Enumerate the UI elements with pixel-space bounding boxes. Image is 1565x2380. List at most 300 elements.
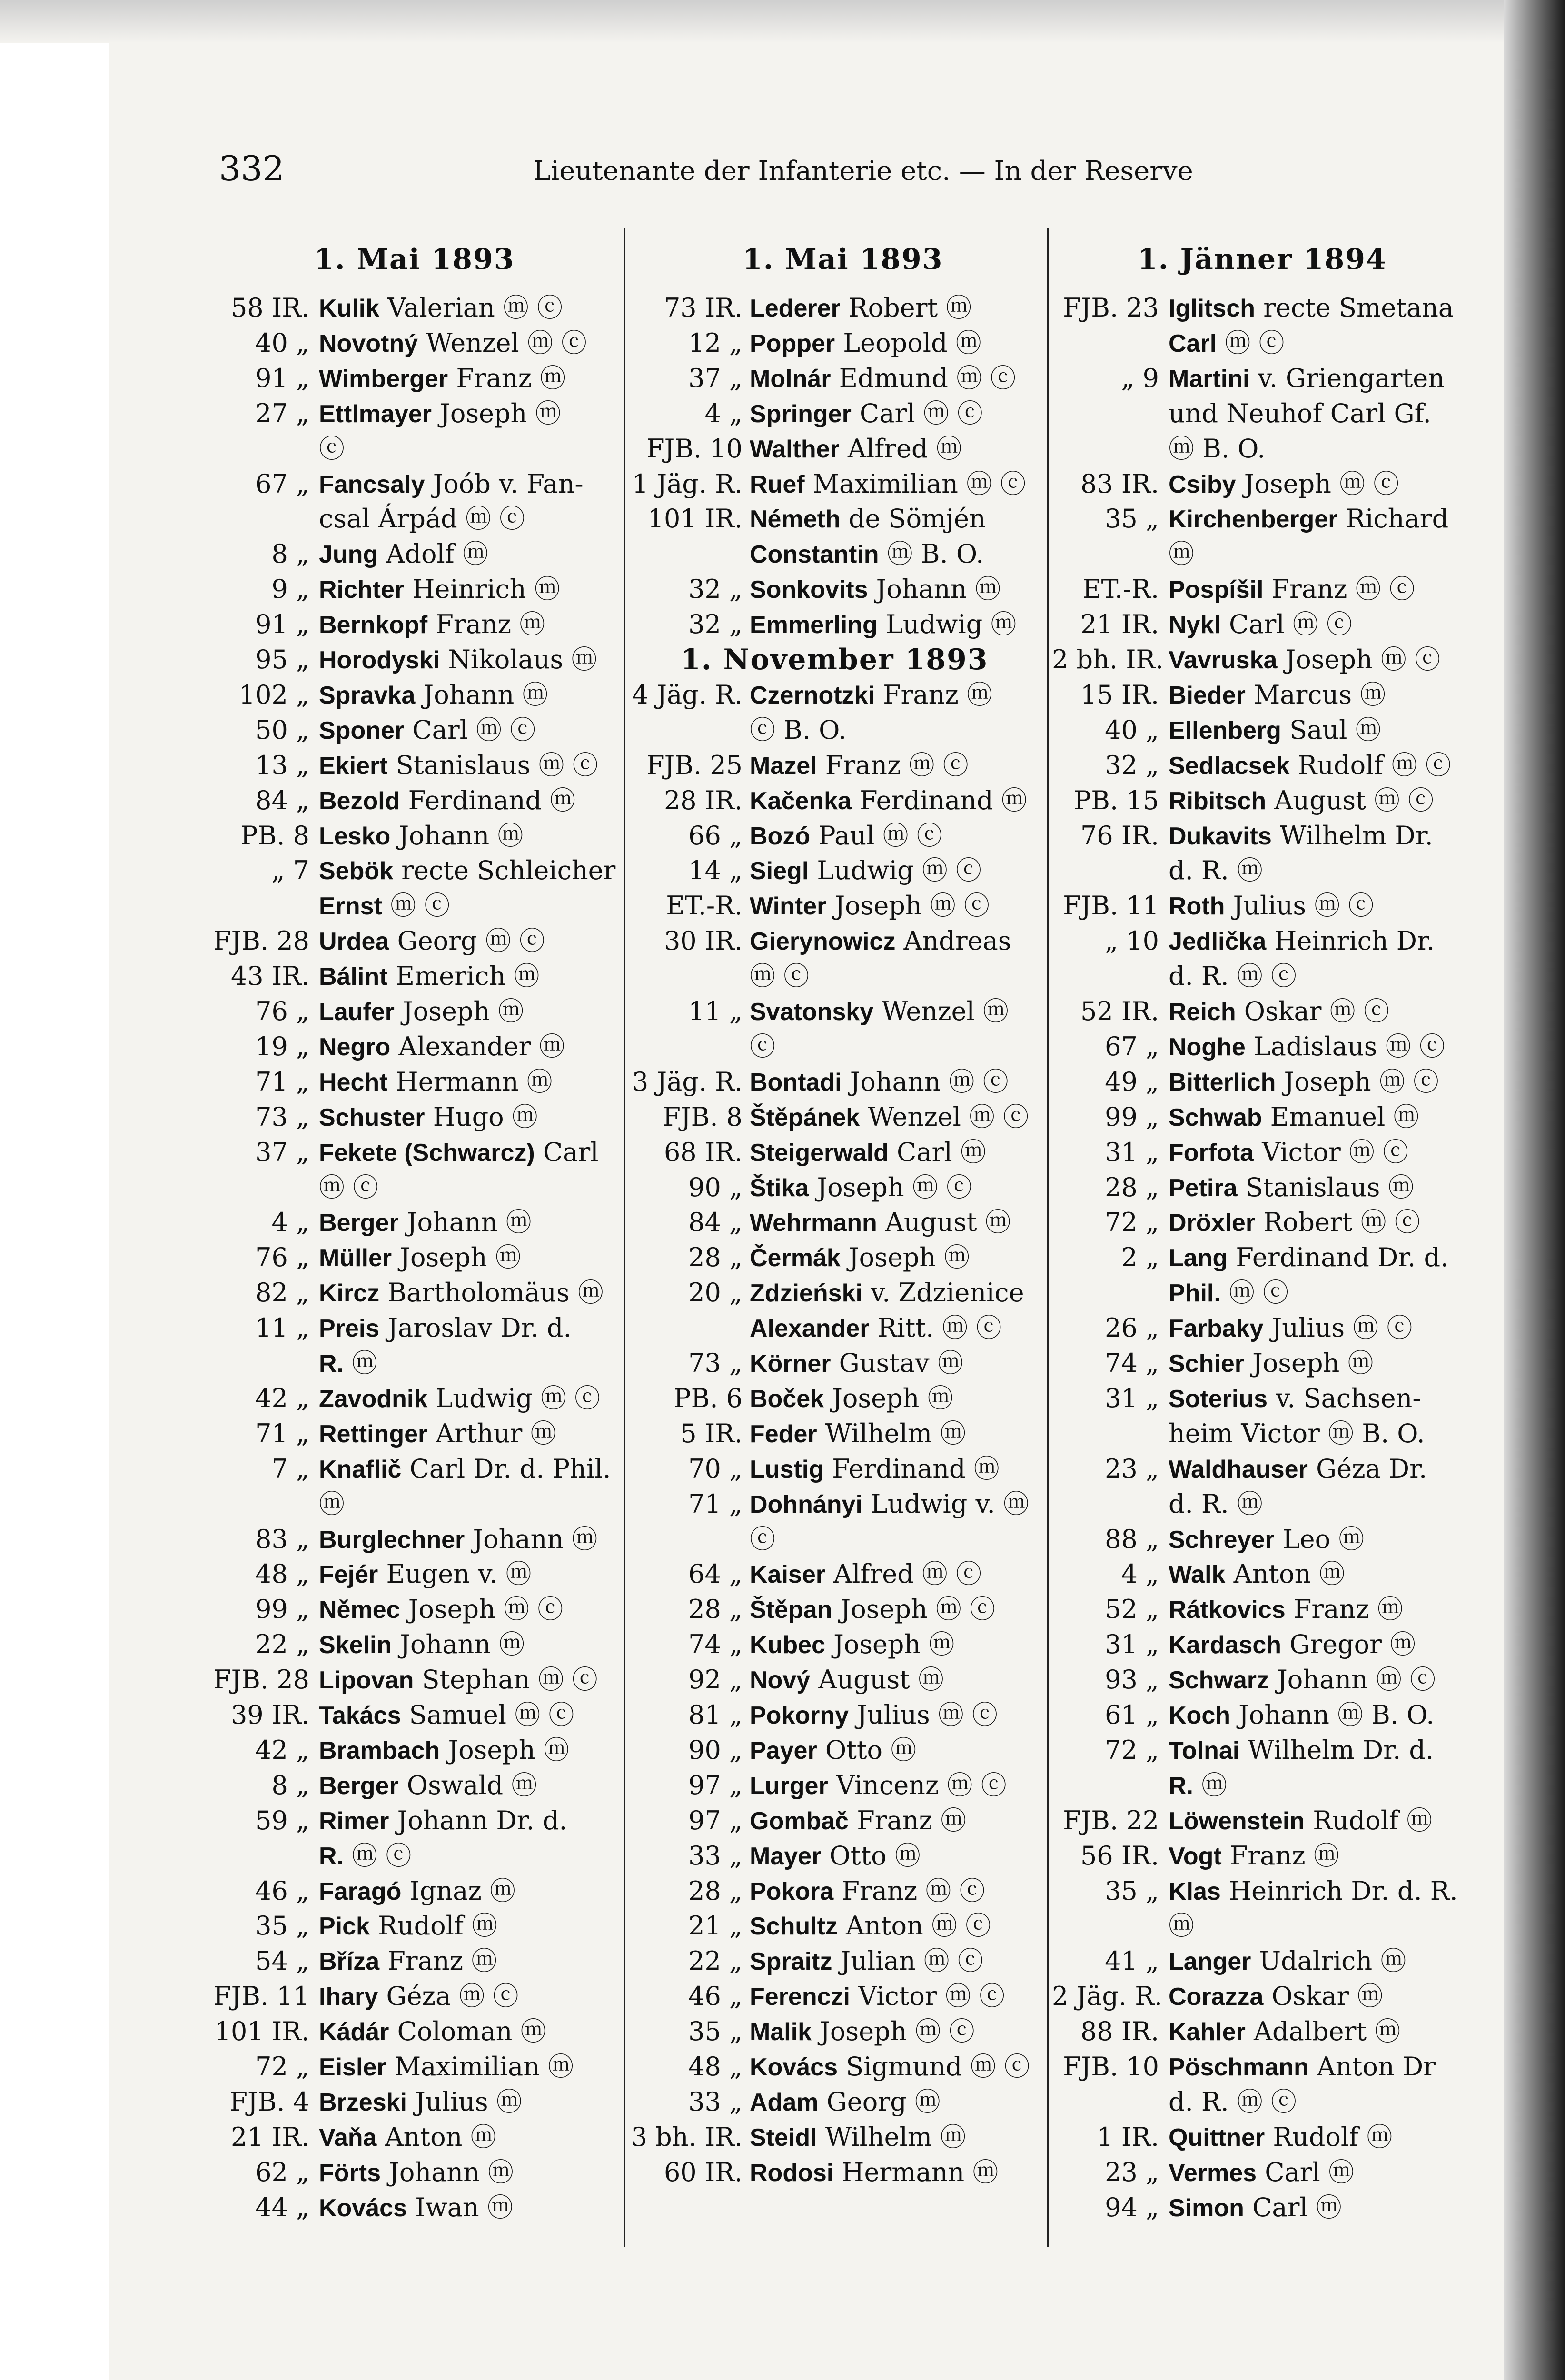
list-item xyxy=(190,607,614,642)
officer-name: Bezold Ferdinand ⓜ xyxy=(319,785,576,815)
list-item xyxy=(1052,1662,1495,1697)
regiment-label: 88 IR. xyxy=(1080,2016,1159,2047)
regiment-label: 93 „ xyxy=(1105,1665,1159,1695)
regiment-label: PB. 8 xyxy=(240,820,309,851)
regiment-label: 12 „ xyxy=(688,327,743,358)
regiment-label: 40 „ xyxy=(255,327,309,358)
regiment-label: 7 „ xyxy=(271,1453,309,1484)
officer-name: Simon Carl ⓜ xyxy=(1169,2192,1342,2222)
list-item xyxy=(190,923,614,959)
regiment-label: FJB. 25 xyxy=(646,750,743,780)
officer-name: Walther Alfred ⓜ xyxy=(750,433,962,464)
list-item xyxy=(628,1592,1042,1627)
list-item xyxy=(1052,1697,1495,1733)
regiment-label: 68 IR. xyxy=(664,1137,743,1167)
list-item xyxy=(1052,783,1495,818)
officer-name: Spravka Johann ⓜ xyxy=(319,679,548,710)
regiment-label: 43 IR. xyxy=(230,961,309,992)
regiment-label: FJB. 10 xyxy=(646,433,743,464)
list-item xyxy=(1052,1381,1495,1416)
list-item xyxy=(190,1416,614,1451)
officer-name: Knaflič Carl Dr. d. Phil. xyxy=(319,1453,611,1484)
column-rule-1 xyxy=(624,228,625,2247)
officer-name: Czernotzki Franz ⓜ xyxy=(750,679,992,710)
officer-name: Kačenka Ferdinand ⓜ xyxy=(750,785,1027,815)
regiment-label: 71 „ xyxy=(688,1488,743,1519)
regiment-label: 83 „ xyxy=(255,1524,309,1554)
regiment-label: 62 „ xyxy=(255,2157,309,2187)
regiment-label: 35 „ xyxy=(1105,1875,1159,1906)
list-item xyxy=(190,1170,614,1205)
regiment-label: 97 „ xyxy=(688,1805,743,1835)
regiment-label: FJB. 11 xyxy=(1063,891,1159,921)
officer-name: Nový August ⓜ xyxy=(750,1665,944,1695)
list-item xyxy=(190,1803,614,1838)
regiment-label: 76 „ xyxy=(255,996,309,1026)
officer-name: Negro Alexander ⓜ xyxy=(319,1031,565,1061)
officer-name: Sponer Carl ⓜ ⓒ xyxy=(319,714,536,745)
list-item xyxy=(628,572,1042,607)
regiment-label: 1 Jäg. R. xyxy=(632,468,743,499)
list-item xyxy=(1052,1451,1495,1487)
officer-name: Berger Oswald ⓜ xyxy=(319,1770,537,1800)
officer-name: Malik Joseph ⓜ ⓒ xyxy=(750,2016,975,2047)
list-item xyxy=(628,1346,1042,1381)
regiment-label: 74 „ xyxy=(1105,1348,1159,1378)
column-heading: 1. Mai 1893 xyxy=(314,243,515,276)
regiment-label: 8 „ xyxy=(271,539,309,569)
regiment-label: 101 IR. xyxy=(647,504,743,534)
list-item xyxy=(1052,1522,1495,1557)
list-item xyxy=(628,1205,1042,1240)
officer-name: Koch Johann ⓜ B. O. xyxy=(1169,1700,1435,1730)
officer-name: ⓜ xyxy=(319,1488,345,1519)
regiment-label: 73 IR. xyxy=(664,293,743,323)
regiment-label: 72 „ xyxy=(1105,1207,1159,1238)
officer-name: Jung Adolf ⓜ xyxy=(319,539,488,569)
list-item xyxy=(190,1557,614,1592)
officer-name: Zavodnik Ludwig ⓜ ⓒ xyxy=(319,1383,601,1413)
regiment-label: 95 „ xyxy=(255,645,309,674)
officer-name: Pokorny Julius ⓜ ⓒ xyxy=(750,1700,998,1730)
regiment-label: FJB. 28 xyxy=(213,1665,309,1695)
list-item xyxy=(628,396,1042,431)
list-item xyxy=(1052,607,1495,642)
regiment-label: ET.-R. xyxy=(666,891,743,921)
officer-name: Fejér Eugen v. ⓜ xyxy=(319,1559,532,1589)
regiment-label: 32 „ xyxy=(688,609,743,640)
list-item xyxy=(628,1240,1042,1275)
officer-name: Kaiser Alfred ⓜ ⓒ xyxy=(750,1559,982,1589)
list-item xyxy=(190,1979,614,2014)
officer-name: Soterius v. Sachsen- xyxy=(1169,1383,1421,1413)
list-item xyxy=(1052,431,1495,466)
list-item xyxy=(1052,1100,1495,1135)
officer-name: Kubec Joseph ⓜ xyxy=(750,1629,955,1660)
list-item xyxy=(1052,361,1495,396)
officer-name: Lipovan Stephan ⓜ ⓒ xyxy=(319,1665,598,1695)
officer-name: d. R. ⓜ ⓒ xyxy=(1169,2086,1297,2117)
regiment-label: 91 „ xyxy=(255,363,309,393)
list-item xyxy=(190,1592,614,1627)
regiment-label: 4 „ xyxy=(271,1207,309,1238)
list-item xyxy=(628,2120,1042,2155)
list-item xyxy=(1052,2049,1495,2084)
list-item xyxy=(190,2014,614,2049)
list-item xyxy=(628,1029,1042,1064)
page-top-edge xyxy=(0,0,1565,43)
list-item xyxy=(190,396,614,431)
officer-name: Schultz Anton ⓜ ⓒ xyxy=(750,1911,991,1941)
list-item xyxy=(628,994,1042,1029)
officer-name: Ferenczi Victor ⓜ ⓒ xyxy=(750,1981,1005,2012)
list-item xyxy=(628,1697,1042,1733)
regiment-label: 97 „ xyxy=(688,1770,743,1800)
regiment-label: 32 „ xyxy=(688,574,743,605)
column-heading: 1. Mai 1893 xyxy=(743,243,943,276)
regiment-label: 28 „ xyxy=(688,1242,743,1273)
list-item xyxy=(190,1064,614,1100)
officer-name: Bozó Paul ⓜ ⓒ xyxy=(750,820,942,851)
regiment-label: FJB. 28 xyxy=(213,926,309,956)
list-item xyxy=(628,677,1042,713)
list-item xyxy=(1052,642,1495,677)
officer-name: Waldhauser Géza Dr. xyxy=(1169,1453,1427,1484)
officer-name: Schreyer Leo ⓜ xyxy=(1169,1524,1365,1554)
regiment-label: 92 „ xyxy=(688,1665,743,1695)
regiment-label: 37 „ xyxy=(255,1137,309,1167)
list-item xyxy=(628,290,1042,326)
list-item xyxy=(1052,853,1495,888)
regiment-label: 90 „ xyxy=(688,1735,743,1765)
list-item xyxy=(628,1451,1042,1487)
list-item xyxy=(190,1451,614,1487)
officer-name: Štika Joseph ⓜ ⓒ xyxy=(750,1172,972,1202)
officer-name: d. R. ⓜ xyxy=(1169,1488,1263,1519)
list-item xyxy=(190,1874,614,1909)
officer-name: Mazel Franz ⓜ ⓒ xyxy=(750,750,969,780)
officer-name: Lustig Ferdinand ⓜ xyxy=(750,1453,1000,1484)
officer-name: Lederer Robert ⓜ xyxy=(750,293,972,323)
officer-name: R. ⓜ xyxy=(1169,1770,1228,1800)
list-item xyxy=(628,1557,1042,1592)
list-item xyxy=(190,1100,614,1135)
list-item xyxy=(628,1874,1042,1909)
list-item xyxy=(628,361,1042,396)
officer-name: Takács Samuel ⓜ ⓒ xyxy=(319,1700,574,1730)
list-item xyxy=(1052,1627,1495,1662)
officer-name: Emmerling Ludwig ⓜ xyxy=(750,609,1017,640)
list-item xyxy=(190,2155,614,2190)
regiment-label: 48 „ xyxy=(255,1559,309,1589)
officer-name: Novotný Wenzel ⓜ ⓒ xyxy=(319,327,587,358)
list-item xyxy=(190,290,614,326)
officer-name: Lesko Johann ⓜ xyxy=(319,820,524,851)
officer-name: Steigerwald Carl ⓜ xyxy=(750,1137,986,1167)
regiment-label: 21 IR. xyxy=(1080,609,1159,640)
list-item xyxy=(190,1733,614,1768)
regiment-label: 33 „ xyxy=(688,1840,743,1871)
running-head: Lieutenante der Infanterie etc. — In der Reserve xyxy=(533,156,1193,187)
regiment-label: 40 „ xyxy=(1105,714,1159,745)
list-item xyxy=(628,2084,1042,2120)
regiment-label: 82 „ xyxy=(255,1278,309,1308)
regiment-label: 23 „ xyxy=(1105,2157,1159,2187)
column-rule-2 xyxy=(1047,228,1049,2247)
list-item xyxy=(190,2084,614,2120)
regiment-label: 59 „ xyxy=(255,1805,309,1835)
officer-name: Winter Joseph ⓜ ⓒ xyxy=(750,891,990,921)
regiment-label: 72 „ xyxy=(1105,1735,1159,1765)
list-item xyxy=(628,466,1042,502)
officer-name: und Neuhof Carl Gf. xyxy=(1169,398,1431,428)
regiment-label: 11 „ xyxy=(255,1313,309,1343)
officer-name: Dröxler Robert ⓜ ⓒ xyxy=(1169,1207,1420,1238)
list-item xyxy=(190,888,614,923)
officer-name: Němec Joseph ⓜ ⓒ xyxy=(319,1594,564,1625)
officer-name: Hecht Hermann ⓜ xyxy=(319,1066,553,1097)
regiment-label: 15 IR. xyxy=(1080,679,1159,710)
list-item xyxy=(628,1170,1042,1205)
officer-name: Boček Joseph ⓜ xyxy=(750,1383,953,1413)
officer-name: ⓜ B. O. xyxy=(1169,433,1266,464)
officer-name: Fancsaly Joób v. Fan- xyxy=(319,468,584,499)
regiment-label: 54 „ xyxy=(255,1946,309,1976)
list-item xyxy=(190,1487,614,1522)
regiment-label: 26 „ xyxy=(1105,1313,1159,1343)
officer-name: Rettinger Arthur ⓜ xyxy=(319,1418,556,1448)
officer-name: Štěpan Joseph ⓜ ⓒ xyxy=(750,1594,996,1625)
officer-name: Mayer Otto ⓜ xyxy=(750,1840,921,1871)
regiment-label: 94 „ xyxy=(1105,2192,1159,2222)
list-item xyxy=(190,677,614,713)
list-item xyxy=(1052,1944,1495,1979)
list-item xyxy=(1052,959,1495,994)
regiment-label: PB. 15 xyxy=(1073,785,1159,815)
list-item xyxy=(628,1979,1042,2014)
list-item xyxy=(628,818,1042,853)
officer-name: Brzeski Julius ⓜ xyxy=(319,2086,522,2117)
officer-name: Ellenberg Saul ⓜ xyxy=(1169,714,1381,745)
list-item xyxy=(628,607,1042,642)
officer-name: Langer Udalrich ⓜ xyxy=(1169,1946,1407,1976)
list-item xyxy=(190,1908,614,1944)
list-item xyxy=(628,2014,1042,2049)
list-item xyxy=(1052,2190,1495,2225)
list-item xyxy=(1052,1346,1495,1381)
regiment-label: 64 „ xyxy=(688,1559,743,1589)
officer-name: Schuster Hugo ⓜ xyxy=(319,1101,538,1132)
regiment-label: 52 „ xyxy=(1105,1594,1159,1625)
officer-name: Bálint Emerich ⓜ xyxy=(319,961,540,992)
regiment-label: 11 „ xyxy=(688,996,743,1026)
regiment-label: 8 „ xyxy=(271,1770,309,1800)
list-item xyxy=(190,1662,614,1697)
regiment-label: 60 IR. xyxy=(664,2157,743,2187)
list-item xyxy=(190,1522,614,1557)
regiment-label: 90 „ xyxy=(688,1172,743,1202)
officer-name: Farbaky Julius ⓜ ⓒ xyxy=(1169,1313,1413,1343)
regiment-label: 70 „ xyxy=(688,1453,743,1484)
list-item xyxy=(1052,748,1495,783)
officer-name: Brambach Joseph ⓜ xyxy=(319,1735,569,1765)
regiment-label: 30 IR. xyxy=(664,926,743,956)
regiment-label: 28 „ xyxy=(688,1875,743,1906)
regiment-label: 22 „ xyxy=(688,1946,743,1976)
list-item xyxy=(1052,1170,1495,1205)
officer-name: ⓜ ⓒ xyxy=(319,1172,379,1202)
list-item xyxy=(1052,1874,1495,1909)
regiment-label: 28 IR. xyxy=(664,785,743,815)
list-item xyxy=(1052,1557,1495,1592)
officer-name: Faragó Ignaz ⓜ xyxy=(319,1875,516,1906)
officer-name: Kulik Valerian ⓜ ⓒ xyxy=(319,293,563,323)
list-item xyxy=(628,1908,1042,1944)
list-item xyxy=(628,1310,1042,1346)
regiment-label: „ 10 xyxy=(1105,926,1159,956)
list-item xyxy=(628,1733,1042,1768)
regiment-label: 42 „ xyxy=(255,1735,309,1765)
officer-name: Čermák Joseph ⓜ xyxy=(750,1242,970,1273)
officer-name: d. R. ⓜ xyxy=(1169,855,1263,886)
officer-name: Skelin Johann ⓜ xyxy=(319,1629,525,1660)
officer-name: csal Árpád ⓜ ⓒ xyxy=(319,504,525,534)
list-item xyxy=(190,818,614,853)
list-item xyxy=(1052,1205,1495,1240)
list-item xyxy=(1052,1416,1495,1451)
list-item xyxy=(628,888,1042,923)
regiment-label: 3 bh. IR. xyxy=(631,2122,743,2152)
officer-name: Ruef Maximilian ⓜ ⓒ xyxy=(750,468,1026,499)
officer-name: Roth Julius ⓜ ⓒ xyxy=(1169,891,1374,921)
list-item xyxy=(628,923,1042,959)
list-item xyxy=(1052,994,1495,1029)
officer-name: Urdea Georg ⓜ ⓒ xyxy=(319,926,545,956)
officer-name: Bitterlich Joseph ⓜ ⓒ xyxy=(1169,1066,1439,1097)
regiment-label: 3 Jäg. R. xyxy=(632,1066,743,1097)
officer-name: Rimer Johann Dr. d. xyxy=(319,1805,567,1835)
regiment-label: FJB. 4 xyxy=(229,2086,309,2117)
officer-name: Vogt Franz ⓜ xyxy=(1169,1840,1339,1871)
regiment-label: 88 „ xyxy=(1105,1524,1159,1554)
regiment-label: 28 „ xyxy=(688,1594,743,1625)
list-item xyxy=(190,959,614,994)
officer-name: Molnár Edmund ⓜ ⓒ xyxy=(750,363,1016,393)
list-item xyxy=(1052,713,1495,748)
officer-name: Kovács Sigmund ⓜ ⓒ xyxy=(750,2052,1030,2082)
regiment-label: FJB. 22 xyxy=(1063,1805,1159,1835)
list-item xyxy=(628,1768,1042,1803)
officer-name: Ekiert Stanislaus ⓜ ⓒ xyxy=(319,750,598,780)
regiment-label: 46 „ xyxy=(255,1875,309,1906)
list-item xyxy=(628,853,1042,888)
regiment-label: 35 „ xyxy=(1105,504,1159,534)
officer-name: Pokora Franz ⓜ ⓒ xyxy=(750,1875,985,1906)
list-item xyxy=(1052,466,1495,502)
officer-name: Alexander Ritt. ⓜ ⓒ xyxy=(750,1313,1002,1343)
officer-name: Corazza Oskar ⓜ xyxy=(1169,1981,1383,2012)
list-item xyxy=(190,2120,614,2155)
officer-name: Kádár Coloman ⓜ xyxy=(319,2016,546,2047)
list-item xyxy=(190,853,614,888)
officer-name: Bernkopf Franz ⓜ xyxy=(319,609,545,640)
regiment-label: 61 „ xyxy=(1105,1700,1159,1730)
officer-name: Ernst ⓜ ⓒ xyxy=(319,891,450,921)
officer-name: Kovács Iwan ⓜ xyxy=(319,2192,513,2222)
officer-name: Jedlička Heinrich Dr. xyxy=(1169,926,1435,956)
officer-name: Löwenstein Rudolf ⓜ xyxy=(1169,1805,1433,1835)
officer-name: Kahler Adalbert ⓜ xyxy=(1169,2016,1401,2047)
officer-name: Walk Anton ⓜ xyxy=(1169,1559,1345,1589)
regiment-label: 2 Jäg. R. xyxy=(1052,1981,1163,2012)
regiment-label: 31 „ xyxy=(1105,1137,1159,1167)
list-item xyxy=(1052,1240,1495,1275)
list-item xyxy=(1052,1838,1495,1874)
list-item xyxy=(628,1064,1042,1100)
officer-name: Eisler Maximilian ⓜ xyxy=(319,2052,574,2082)
list-item xyxy=(190,783,614,818)
officer-name: Vaňa Anton ⓜ xyxy=(319,2122,496,2152)
list-item xyxy=(190,1135,614,1170)
regiment-label: 76 „ xyxy=(255,1242,309,1273)
list-item xyxy=(190,572,614,607)
list-item xyxy=(190,536,614,572)
regiment-label: 49 „ xyxy=(1105,1066,1159,1097)
page-number: 332 xyxy=(219,149,285,188)
officer-name: Constantin ⓜ B. O. xyxy=(750,539,984,569)
officer-name: Siegl Ludwig ⓜ ⓒ xyxy=(750,855,982,886)
list-item xyxy=(628,1662,1042,1697)
list-item xyxy=(190,2190,614,2225)
officer-name: d. R. ⓜ ⓒ xyxy=(1169,961,1297,992)
list-item xyxy=(1052,501,1495,536)
section-heading xyxy=(628,642,1042,677)
officer-name: Dohnányi Ludwig v. ⓜ xyxy=(750,1488,1029,1519)
officer-name: Zdzieński v. Zdzienice xyxy=(750,1278,1024,1308)
officer-name: Vermes Carl ⓜ xyxy=(1169,2157,1354,2187)
regiment-label: ET.-R. xyxy=(1082,574,1159,605)
regiment-label: 52 IR. xyxy=(1080,996,1159,1026)
officer-name: Gombač Franz ⓜ xyxy=(750,1805,967,1835)
officer-name: Németh de Sömjén xyxy=(750,504,986,534)
regiment-label: 42 „ xyxy=(255,1383,309,1413)
officer-name: Fekete (Schwarcz) Carl xyxy=(319,1137,599,1167)
list-item xyxy=(628,536,1042,572)
regiment-label: 37 „ xyxy=(688,363,743,393)
officer-name: Müller Joseph ⓜ xyxy=(319,1242,521,1273)
list-item xyxy=(190,713,614,748)
list-item xyxy=(190,1381,614,1416)
officer-name: Csiby Joseph ⓜ ⓒ xyxy=(1169,468,1399,499)
list-item xyxy=(1052,1592,1495,1627)
officer-name: Reich Oskar ⓜ ⓒ xyxy=(1169,996,1389,1026)
list-item xyxy=(190,748,614,783)
regiment-label: 33 „ xyxy=(688,2086,743,2117)
list-item xyxy=(190,1240,614,1275)
regiment-label: 50 „ xyxy=(255,714,309,745)
list-item xyxy=(1052,1908,1495,1944)
regiment-label: 76 IR. xyxy=(1080,820,1159,851)
list-item xyxy=(1052,2014,1495,2049)
officer-name: Kirchenberger Richard xyxy=(1169,504,1449,534)
officer-name: Sebök recte Schleicher xyxy=(319,855,616,886)
officer-name: Popper Leopold ⓜ xyxy=(750,327,981,358)
officer-name: Burglechner Johann ⓜ xyxy=(319,1524,598,1554)
officer-name: Lang Ferdinand Dr. d. xyxy=(1169,1242,1449,1273)
list-item xyxy=(190,2049,614,2084)
officer-name: ⓒ xyxy=(750,1031,775,1061)
officer-name: Bieder Marcus ⓜ xyxy=(1169,679,1386,710)
